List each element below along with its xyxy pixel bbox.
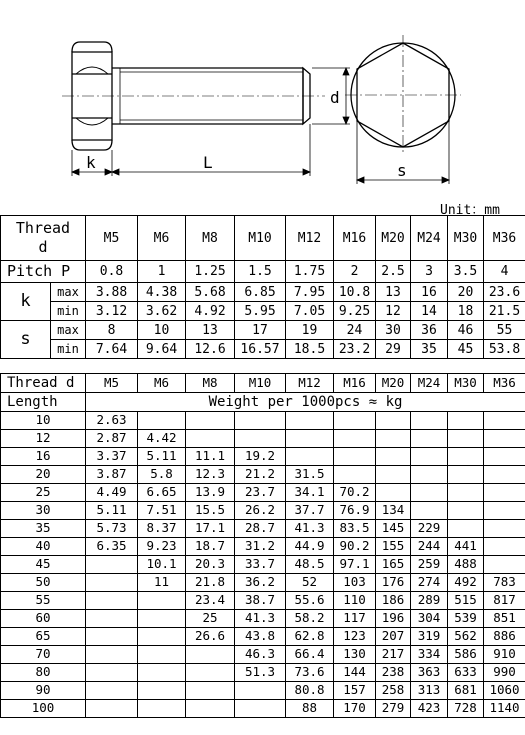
weight-cell: 207 [376,628,411,646]
weight-cell: 28.7 [235,520,286,538]
weight-cell: 319 [411,628,448,646]
weight-cell: 363 [411,664,448,682]
weight-cell [138,700,186,718]
weight-cell: 11 [138,574,186,592]
weight-cell [484,448,525,466]
weight-cell [138,628,186,646]
weight-cell: 492 [448,574,484,592]
weight-cell [448,502,484,520]
weight-cell: 44.9 [286,538,334,556]
weight-cell: 26.6 [186,628,235,646]
weight-cell [484,556,525,574]
weight-cell: 13.9 [186,484,235,502]
weight-cell [86,556,138,574]
weight-cell: 18.7 [186,538,235,556]
table-row [1,664,525,682]
weight-cell: 52 [286,574,334,592]
weight-cell: 15.5 [186,502,235,520]
weight-cell [484,502,525,520]
table-row [1,592,525,610]
s-max-cell: 10 [138,321,186,340]
s-max-cell: 30 [376,321,411,340]
weight-cell: 334 [411,646,448,664]
weight-cell: 41.3 [235,610,286,628]
k-min-cell: 4.92 [186,302,235,321]
weight-cell: 7.51 [138,502,186,520]
weight-cell: 2.87 [86,430,138,448]
k-max-cell: 16 [411,283,448,302]
weight-cell: 4.42 [138,430,186,448]
weight-cell: 1140 [484,700,525,718]
table-row [1,502,525,520]
length-cell: 35 [1,520,86,538]
length-cell: 80 [1,664,86,682]
k-max-cell: 7.95 [286,283,334,302]
weight-cell [86,646,138,664]
size-cell: M6 [138,374,186,393]
length-cell: 60 [1,610,86,628]
weight-cell [448,430,484,448]
weight-cell: 728 [448,700,484,718]
weight-cell [376,448,411,466]
weight-cell: 70.2 [334,484,376,502]
pitch-cell: 3 [411,261,448,283]
unit-label: Unit：mm [440,203,500,218]
weight-cell: 817 [484,592,525,610]
size-cell: M10 [235,216,286,261]
weight-cell [86,610,138,628]
length-cell: 45 [1,556,86,574]
size-cell: M16 [334,216,376,261]
weight-cell: 3.37 [86,448,138,466]
weight-cell: 783 [484,574,525,592]
weight-cell: 80.8 [286,682,334,700]
length-cell: 50 [1,574,86,592]
weight-cell: 11.1 [186,448,235,466]
weight-cell: 176 [376,574,411,592]
weight-cell [186,682,235,700]
weight-cell: 196 [376,610,411,628]
weight-cell: 441 [448,538,484,556]
s-min-cell: 35 [411,340,448,359]
pitch-cell: 1.5 [235,261,286,283]
weight-cell: 217 [376,646,411,664]
weight-cell [376,484,411,502]
weight-cell [186,646,235,664]
weight-cell [334,448,376,466]
weight-cell: 274 [411,574,448,592]
length-cell: 30 [1,502,86,520]
weight-cell: 681 [448,682,484,700]
weight-cell [334,430,376,448]
weight-cell [484,430,525,448]
weight-cell: 43.8 [235,628,286,646]
weight-cell: 36.2 [235,574,286,592]
weight-cell [235,430,286,448]
weight-cell: 90.2 [334,538,376,556]
s-min-cell: 29 [376,340,411,359]
k-max-cell: 4.38 [138,283,186,302]
size-cell: M20 [376,216,411,261]
thread-d-label: Thread d [1,374,86,393]
weight-cell: 19.2 [235,448,286,466]
pitch-cell: 4 [484,261,525,283]
table-row [1,538,525,556]
length-cell: 12 [1,430,86,448]
weight-cell: 562 [448,628,484,646]
s-min-cell: 18.5 [286,340,334,359]
k-max-cell: 23.6 [484,283,525,302]
weight-cell [235,700,286,718]
label-k: k [86,153,96,172]
weight-cell: 586 [448,646,484,664]
k-min-cell: 18 [448,302,484,321]
pitch-cell: 2.5 [376,261,411,283]
weight-cell: 144 [334,664,376,682]
k-min-cell: 3.12 [86,302,138,321]
weight-cell: 1060 [484,682,525,700]
weight-cell: 3.87 [86,466,138,484]
size-cell: M30 [448,374,484,393]
pitch-cell: 0.8 [86,261,138,283]
k-min-label: min [51,302,86,321]
weight-cell [448,448,484,466]
weight-cell [448,412,484,430]
s-min-cell: 16.57 [235,340,286,359]
table-row [1,520,525,538]
weight-cell: 9.23 [138,538,186,556]
length-label: Length [1,393,86,412]
weight-label: Weight per 1000pcs ≈ kg [86,393,525,412]
weight-cell [376,466,411,484]
weight-cell [448,466,484,484]
weight-cell [138,592,186,610]
length-cell: 16 [1,448,86,466]
k-max-cell: 20 [448,283,484,302]
length-cell: 55 [1,592,86,610]
k-min-cell: 9.25 [334,302,376,321]
weight-cell: 34.1 [286,484,334,502]
weight-cell [286,412,334,430]
k-min-cell: 14 [411,302,448,321]
k-max-cell: 3.88 [86,283,138,302]
weight-cell: 229 [411,520,448,538]
weight-cell: 289 [411,592,448,610]
weight-cell: 23.7 [235,484,286,502]
weight-cell: 37.7 [286,502,334,520]
k-min-cell: 12 [376,302,411,321]
weight-cell: 10.1 [138,556,186,574]
table-row [1,430,525,448]
weight-cell: 8.37 [138,520,186,538]
weight-cell: 313 [411,682,448,700]
pitch-cell: 1.75 [286,261,334,283]
s-min-cell: 12.6 [186,340,235,359]
weight-cell: 66.4 [286,646,334,664]
s-min-cell: 53.8 [484,340,525,359]
weight-cell: 41.3 [286,520,334,538]
bolt-drawing [0,0,525,200]
weight-cell: 4.49 [86,484,138,502]
label-s: s [397,161,407,180]
weight-cell: 5.8 [138,466,186,484]
weight-cell [448,520,484,538]
size-cell: M5 [86,374,138,393]
weight-cell [376,430,411,448]
weight-cell [286,448,334,466]
length-cell: 65 [1,628,86,646]
weight-cell: 20.3 [186,556,235,574]
size-cell: M5 [86,216,138,261]
label-L: L [203,153,213,172]
size-cell: M36 [484,374,525,393]
table-row [1,556,525,574]
weight-cell: 238 [376,664,411,682]
size-cell: M16 [334,374,376,393]
weight-cell: 21.8 [186,574,235,592]
weight-cell: 55.6 [286,592,334,610]
size-cell: M36 [484,216,525,261]
weight-cell [138,412,186,430]
weight-rows [1,412,525,718]
weight-cell: 26.2 [235,502,286,520]
dimensions-table [0,215,525,359]
pitch-cell: 3.5 [448,261,484,283]
size-cell: M12 [286,216,334,261]
s-min-cell: 23.2 [334,340,376,359]
k-min-cell: 7.05 [286,302,334,321]
pitch-cell: 2 [334,261,376,283]
length-cell: 70 [1,646,86,664]
s-min-cell: 7.64 [86,340,138,359]
k-max-cell: 5.68 [186,283,235,302]
weight-cell: 123 [334,628,376,646]
table-row [1,610,525,628]
s-max-cell: 24 [334,321,376,340]
weight-cell: 38.7 [235,592,286,610]
weight-cell [411,466,448,484]
weight-cell [484,466,525,484]
size-cell: M8 [186,374,235,393]
table-row [1,466,525,484]
weight-cell [86,592,138,610]
weight-cell: 990 [484,664,525,682]
weight-cell: 58.2 [286,610,334,628]
k-max-label: max [51,283,86,302]
weight-cell: 33.7 [235,556,286,574]
weight-cell: 258 [376,682,411,700]
k-max-cell: 13 [376,283,411,302]
k-min-cell: 5.95 [235,302,286,321]
weight-cell [86,664,138,682]
weight-cell: 23.4 [186,592,235,610]
weight-cell: 165 [376,556,411,574]
s-max-cell: 8 [86,321,138,340]
weight-cell: 97.1 [334,556,376,574]
weight-cell [376,412,411,430]
s-max-cell: 17 [235,321,286,340]
s-max-label: max [51,321,86,340]
weight-cell: 6.35 [86,538,138,556]
weight-cell: 83.5 [334,520,376,538]
s-max-cell: 55 [484,321,525,340]
k-max-cell: 6.85 [235,283,286,302]
weight-cell [86,628,138,646]
s-min-label: min [51,340,86,359]
weight-cell [411,484,448,502]
length-cell: 100 [1,700,86,718]
k-min-cell: 21.5 [484,302,525,321]
k-max-cell: 10.8 [334,283,376,302]
table-row [1,628,525,646]
weight-cell: 130 [334,646,376,664]
length-cell: 25 [1,484,86,502]
weight-cell: 46.3 [235,646,286,664]
size-cell: M20 [376,374,411,393]
weight-cell [186,664,235,682]
size-cell: M10 [235,374,286,393]
weight-cell: 48.5 [286,556,334,574]
weight-cell: 62.8 [286,628,334,646]
weight-cell: 2.63 [86,412,138,430]
weight-cell: 25 [186,610,235,628]
weight-cell: 76.9 [334,502,376,520]
weight-cell: 110 [334,592,376,610]
weight-cell [484,412,525,430]
weight-cell [484,538,525,556]
weight-cell: 31.5 [286,466,334,484]
size-cell: M6 [138,216,186,261]
weight-cell: 910 [484,646,525,664]
table-row [1,700,525,718]
length-cell: 20 [1,466,86,484]
s-min-cell: 9.64 [138,340,186,359]
weight-cell: 539 [448,610,484,628]
weight-cell: 88 [286,700,334,718]
weight-cell: 515 [448,592,484,610]
s-max-cell: 13 [186,321,235,340]
k-label: k [1,283,51,321]
weight-cell: 145 [376,520,411,538]
size-cell: M30 [448,216,484,261]
length-cell: 10 [1,412,86,430]
table-row [1,448,525,466]
table-row [1,682,525,700]
weight-cell: 170 [334,700,376,718]
thread-header: Thread d [1,216,86,261]
s-max-cell: 19 [286,321,334,340]
weight-cell [138,682,186,700]
weight-cell: 423 [411,700,448,718]
weight-cell: 31.2 [235,538,286,556]
weight-cell: 5.11 [138,448,186,466]
size-cell: M24 [411,374,448,393]
weight-cell [411,430,448,448]
weight-cell [411,448,448,466]
weight-cell: 103 [334,574,376,592]
s-max-cell: 46 [448,321,484,340]
weight-cell [138,610,186,628]
weight-cell [186,430,235,448]
weight-cell: 117 [334,610,376,628]
weight-cell [484,484,525,502]
table-row [1,574,525,592]
s-label: s [1,321,51,359]
size-cell: M12 [286,374,334,393]
s-min-cell: 45 [448,340,484,359]
weight-cell [411,412,448,430]
weight-cell [235,412,286,430]
s-max-cell: 36 [411,321,448,340]
length-cell: 90 [1,682,86,700]
weight-cell [235,682,286,700]
weight-cell: 851 [484,610,525,628]
pitch-cell: 1.25 [186,261,235,283]
weight-cell: 157 [334,682,376,700]
weight-cell: 633 [448,664,484,682]
weight-cell [411,502,448,520]
weight-table [0,373,525,718]
weight-cell [138,664,186,682]
weight-cell [286,430,334,448]
weight-cell [86,682,138,700]
weight-cell: 186 [376,592,411,610]
weight-cell [138,646,186,664]
table-row [1,412,525,430]
label-d: d [330,88,340,107]
length-cell: 40 [1,538,86,556]
size-cell: M24 [411,216,448,261]
table-row [1,646,525,664]
weight-cell [334,412,376,430]
weight-cell: 17.1 [186,520,235,538]
weight-cell [334,466,376,484]
weight-cell: 304 [411,610,448,628]
weight-cell: 5.73 [86,520,138,538]
weight-cell [86,574,138,592]
size-cell: M8 [186,216,235,261]
weight-cell: 244 [411,538,448,556]
weight-cell: 134 [376,502,411,520]
weight-cell: 155 [376,538,411,556]
weight-cell: 5.11 [86,502,138,520]
weight-cell [484,520,525,538]
pitch-label: Pitch P [1,261,86,283]
weight-cell: 259 [411,556,448,574]
weight-cell [186,412,235,430]
weight-cell: 51.3 [235,664,286,682]
weight-cell: 488 [448,556,484,574]
weight-cell [448,484,484,502]
weight-cell: 886 [484,628,525,646]
weight-cell [86,700,138,718]
weight-cell [186,700,235,718]
table-row [1,484,525,502]
weight-cell: 12.3 [186,466,235,484]
k-min-cell: 3.62 [138,302,186,321]
pitch-cell: 1 [138,261,186,283]
hex-centerlines [345,35,461,155]
weight-cell: 21.2 [235,466,286,484]
weight-cell: 279 [376,700,411,718]
weight-cell: 6.65 [138,484,186,502]
weight-cell: 73.6 [286,664,334,682]
